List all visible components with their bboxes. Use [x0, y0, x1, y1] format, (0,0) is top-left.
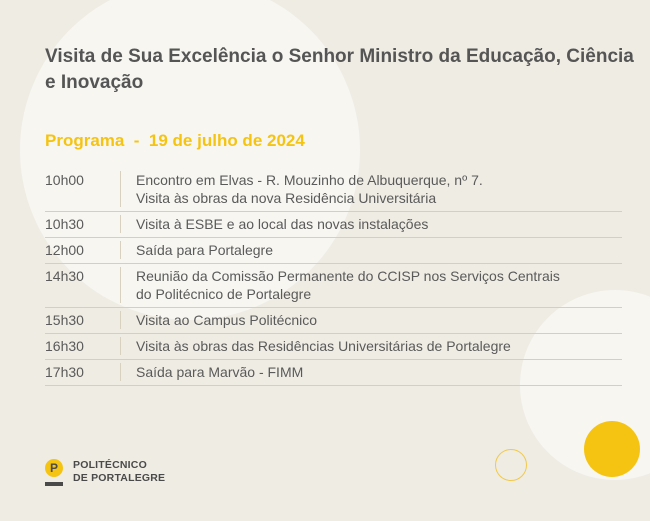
schedule-line: Encontro em Elvas - R. Mouzinho de Albuquerque, nº 7. — [136, 172, 483, 188]
logo-mark-icon — [45, 459, 63, 489]
schedule-time: 17h30 — [45, 364, 84, 380]
schedule-row — [45, 212, 622, 238]
schedule-line: Visita à ESBE e ao local das novas instalações — [136, 216, 429, 232]
schedule-line: Visita ao Campus Politécnico — [136, 312, 318, 328]
schedule-time: 12h00 — [45, 242, 84, 258]
schedule-description — [120, 337, 622, 355]
logo-line-2: DE PORTALEGRE — [73, 472, 166, 484]
schedule-description — [120, 171, 622, 207]
schedule-time: 16h30 — [45, 338, 84, 354]
logo-letter: P — [45, 459, 63, 477]
program-heading: Programa - 19 de julho de 2024 — [45, 131, 305, 150]
schedule-time: 10h30 — [45, 216, 84, 232]
schedule-line: Visita às obras das Residências Universitárias de Portalegre — [136, 338, 511, 354]
schedule-row — [45, 308, 622, 334]
schedule-row — [45, 168, 622, 212]
decorative-circle-ring — [495, 449, 527, 481]
schedule-description — [120, 311, 622, 329]
schedule-time: 10h00 — [45, 172, 84, 188]
schedule-row — [45, 238, 622, 264]
logo-text — [73, 459, 165, 485]
schedule-line: Saída para Marvão - FIMM — [136, 364, 304, 380]
decorative-circle-yellow — [584, 421, 640, 477]
page-title: Visita de Sua Excelência o Senhor Ministro da Educação, Ciência e Inovação — [45, 46, 634, 93]
schedule-row — [45, 264, 622, 308]
institution-logo — [45, 459, 165, 489]
logo-line-1: POLITÉCNICO — [73, 459, 147, 471]
schedule-row — [45, 334, 622, 360]
schedule-description — [120, 363, 622, 381]
schedule-time: 15h30 — [45, 312, 84, 328]
logo-bar — [45, 482, 63, 486]
schedule-line: do Politécnico de Portalegre — [136, 286, 312, 302]
schedule-table — [45, 168, 622, 386]
schedule-line: Saída para Portalegre — [136, 242, 273, 258]
schedule-time: 14h30 — [45, 268, 84, 284]
schedule-line: Reunião da Comissão Permanente do CCISP nos Serviços Centrais — [136, 268, 560, 284]
schedule-row — [45, 360, 622, 386]
schedule-line: Visita às obras da nova Residência Universitária — [136, 190, 437, 206]
schedule-description — [120, 241, 622, 259]
schedule-description — [120, 267, 622, 303]
schedule-description — [120, 215, 622, 233]
